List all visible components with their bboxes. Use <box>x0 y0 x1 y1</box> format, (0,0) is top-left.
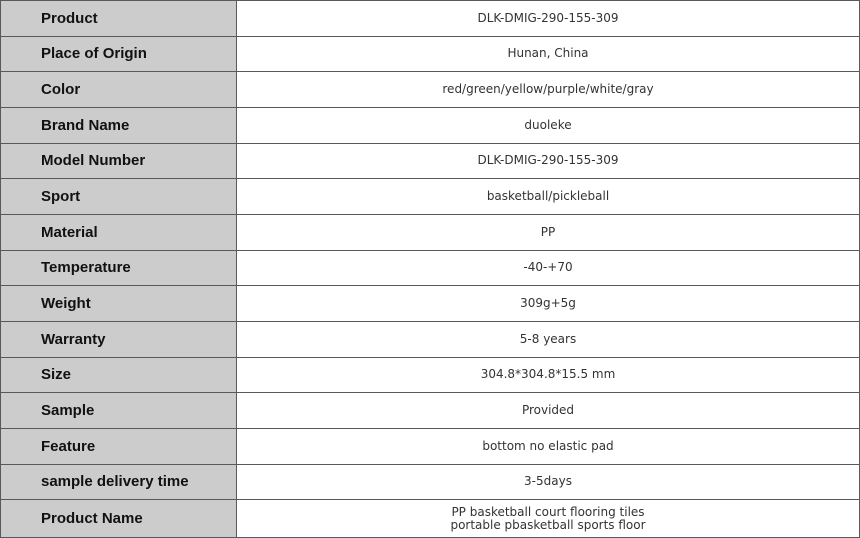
spec-label: Sample <box>1 393 237 429</box>
spec-label: Size <box>1 357 237 393</box>
spec-label: Weight <box>1 286 237 322</box>
spec-value: red/green/yellow/purple/white/gray <box>237 72 860 108</box>
spec-label: Place of Origin <box>1 36 237 72</box>
spec-label: Feature <box>1 428 237 464</box>
spec-value: DLK-DMIG-290-155-309 <box>237 143 860 179</box>
spec-label: Material <box>1 214 237 250</box>
spec-value: 304.8*304.8*15.5 mm <box>237 357 860 393</box>
spec-label: Warranty <box>1 321 237 357</box>
spec-row-sample <box>1 393 860 429</box>
spec-row-warranty <box>1 321 860 357</box>
spec-row-place-of-origin <box>1 36 860 72</box>
spec-label: Brand Name <box>1 107 237 143</box>
spec-row-feature <box>1 428 860 464</box>
spec-row-product <box>1 1 860 37</box>
spec-label: Color <box>1 72 237 108</box>
spec-value: 5-8 years <box>237 321 860 357</box>
spec-value: 3-5days <box>237 464 860 500</box>
spec-row-material <box>1 214 860 250</box>
spec-row-color <box>1 72 860 108</box>
spec-row-sport <box>1 179 860 215</box>
spec-row-sample-delivery-time <box>1 464 860 500</box>
spec-value: Provided <box>237 393 860 429</box>
spec-row-product-name <box>1 500 860 538</box>
spec-value: -40-+70 <box>237 250 860 286</box>
spec-value: Hunan, China <box>237 36 860 72</box>
spec-value: PP <box>237 214 860 250</box>
spec-value-line: portable pbasketball sports floor <box>450 517 646 532</box>
spec-label: sample delivery time <box>1 464 237 500</box>
spec-label: Temperature <box>1 250 237 286</box>
spec-row-temperature <box>1 250 860 286</box>
spec-value: DLK-DMIG-290-155-309 <box>237 1 860 37</box>
spec-row-size <box>1 357 860 393</box>
spec-value <box>237 500 860 538</box>
spec-label: Product <box>1 1 237 37</box>
spec-row-weight <box>1 286 860 322</box>
spec-value-line: PP basketball court flooring tiles <box>451 504 645 519</box>
spec-label: Sport <box>1 179 237 215</box>
spec-value: 309g+5g <box>237 286 860 322</box>
spec-value: basketball/pickleball <box>237 179 860 215</box>
spec-row-brand-name <box>1 107 860 143</box>
spec-value: bottom no elastic pad <box>237 428 860 464</box>
spec-label: Product Name <box>1 500 237 538</box>
spec-value: duoleke <box>237 107 860 143</box>
spec-row-model-number <box>1 143 860 179</box>
spec-label: Model Number <box>1 143 237 179</box>
